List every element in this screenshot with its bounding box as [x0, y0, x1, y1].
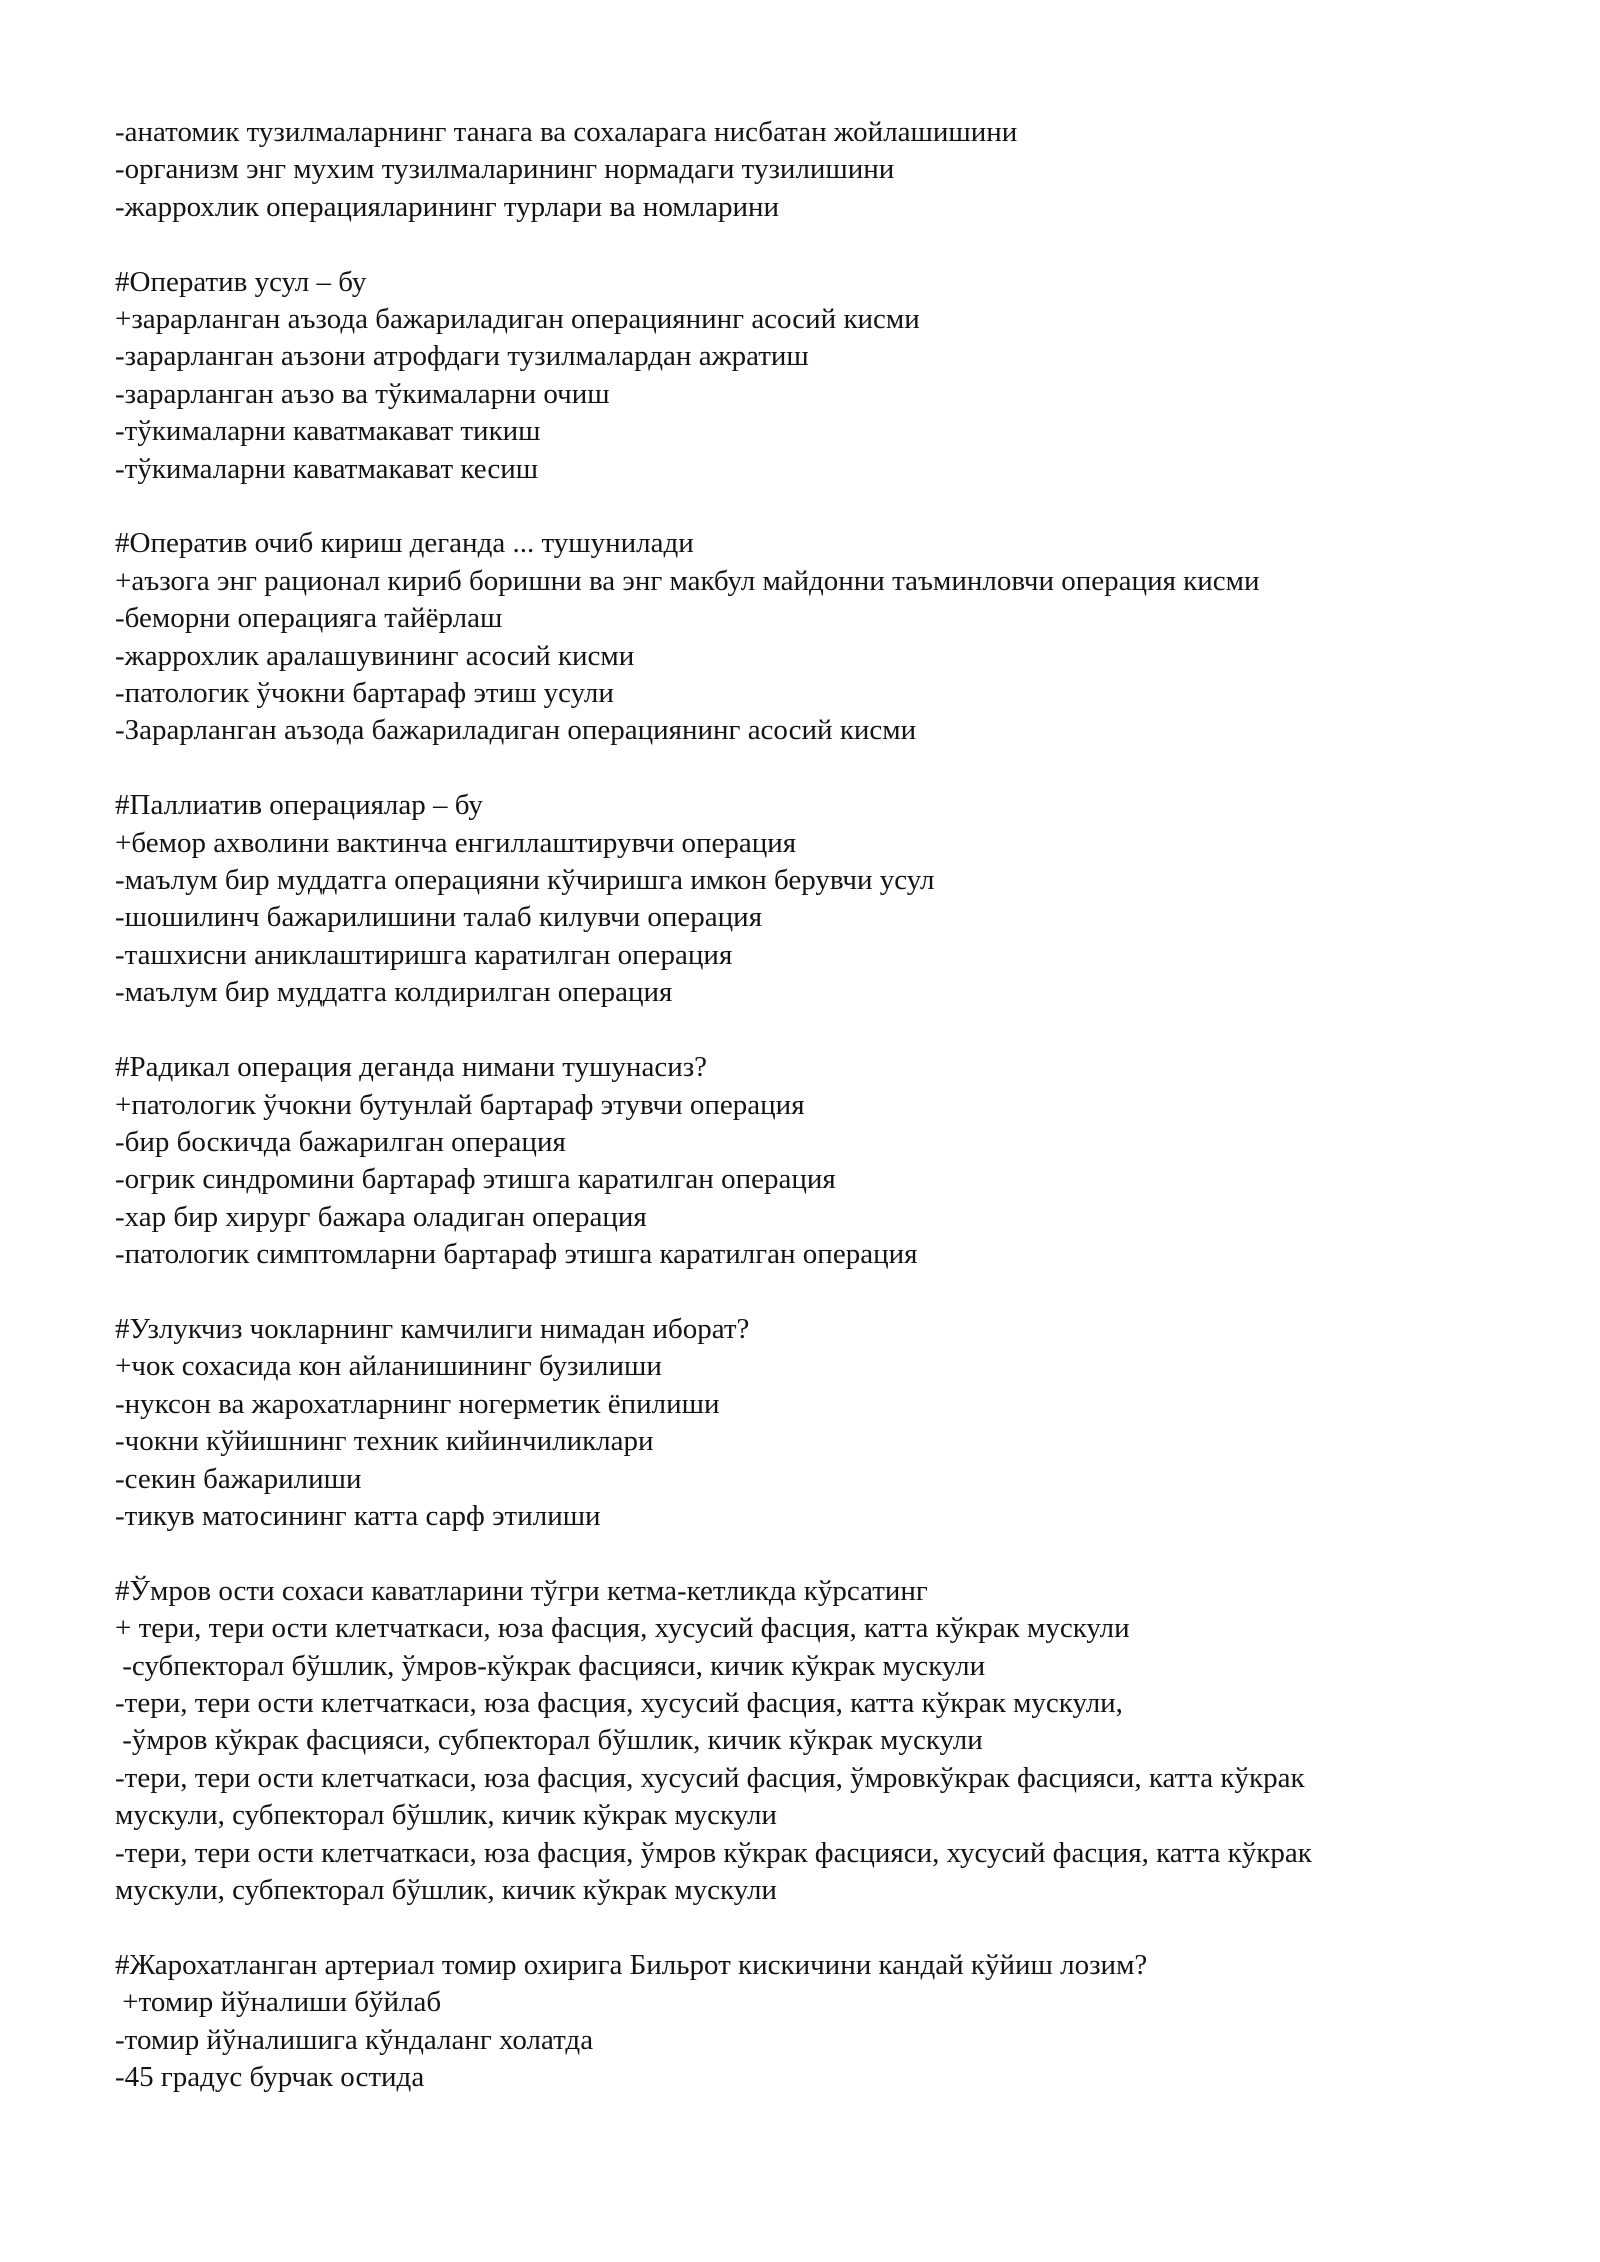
answer-continuation: мускули, субпекторал бўшлик, кичик кўкрак мускули [115, 1874, 777, 1906]
paragraph-gap [115, 1909, 1495, 1946]
question-text: #Оператив усул – бу [115, 265, 367, 298]
answer-option: -маълум бир муддатга колдирилган операция [115, 976, 673, 1009]
question-block [115, 1311, 1495, 1535]
answer-option: -ўмров кўкрак фасцияси, субпекторал бўшлик, кичик кўкрак мускули [115, 1724, 983, 1757]
answer-option: -ташхисни аниклаштиришга каратилган операция [115, 938, 733, 971]
paragraph-gap [115, 226, 1495, 263]
answer-options-continued [115, 114, 1495, 226]
answer-option: -огрик синдромини бартараф этишга каратилган операция [115, 1163, 836, 1196]
answer-option: -организм энг мухим тузилмаларининг нормадаги тузилишини [115, 153, 895, 186]
answer-option: -нуксон ва жарохатларнинг ногерметик ёпилиши [115, 1387, 720, 1420]
correct-answer: +патологик ўчокни бутунлай бартараф этувчи операция [115, 1088, 805, 1121]
answer-option: -тери, тери ости клетчаткаси, юза фасция, хусусий фасция, ўмровкўкрак фасцияси, катта кўкрак [115, 1761, 1305, 1794]
question-text: #Паллиатив операциялар – бу [115, 789, 483, 822]
answer-option: -тери, тери ости клетчаткаси, юза фасция, ўмров кўкрак фасцияси, хусусий фасция, катта кўкрак [115, 1836, 1312, 1869]
answer-option: -томир йўналишига кўндаланг холатда [115, 2023, 594, 2056]
answer-option: -анатомик тузилмаларнинг танага ва сохаларага нисбатан жойлашишини [115, 116, 1018, 148]
answer-option: -тўкималарни каватмакават кесиш [115, 452, 539, 485]
question-block [115, 787, 1495, 1011]
answer-option: -тери, тери ости клетчаткаси, юза фасция, хусусий фасция, катта кўкрак мускули, [115, 1686, 1123, 1719]
answer-option: -зарарланган аъзони атрофдаги тузилмалардан ажратиш [115, 340, 809, 373]
question-block [115, 525, 1495, 749]
answer-option: -жаррохлик операцияларининг турлари ва номларини [115, 190, 780, 223]
answer-option: -45 градус бурчак остида [115, 2061, 425, 2094]
paragraph-gap [115, 1274, 1495, 1311]
paragraph-gap [115, 488, 1495, 525]
question-block [115, 1947, 1495, 2097]
answer-option: -хар бир хирург бажара оладиган операция [115, 1200, 647, 1233]
answer-continuation: мускули, субпекторал бўшлик, кичик кўкрак мускули [115, 1799, 777, 1832]
question-text: #Оператив очиб кириш деганда ... тушунилади [115, 527, 694, 560]
correct-answer: + тери, тери ости клетчаткаси, юза фасция, хусусий фасция, катта кўкрак мускули [115, 1612, 1130, 1645]
answer-option: -тўкималарни каватмакават тикиш [115, 415, 541, 448]
answer-option: -зарарланган аъзо ва тўкималарни очиш [115, 377, 610, 410]
question-text: #Узлукчиз чокларнинг камчилиги нимадан иборат? [115, 1312, 750, 1345]
correct-answer: +томир йўналиши бўйлаб [115, 1986, 442, 2019]
question-text: #Жарохатланган артериал томир охирига Бильрот кискичини кандай кўйиш лозим? [115, 1948, 1148, 1981]
question-block [115, 264, 1495, 488]
answer-option: -жаррохлик аралашувининг асосий кисми [115, 639, 635, 672]
question-block [115, 1573, 1495, 1910]
answer-option: -секин бажарилиши [115, 1462, 362, 1495]
correct-answer: +зарарланган аъзода бажариладиган операциянинг асосий кисми [115, 303, 920, 336]
answer-option: -субпекторал бўшлик, ўмров-кўкрак фасцияси, кичик кўкрак мускули [115, 1649, 986, 1682]
answer-option: -беморни операцияга тайёрлаш [115, 602, 503, 635]
question-text: #Радикал операция деганда нимани тушунасиз? [115, 1051, 708, 1084]
paragraph-gap [115, 1012, 1495, 1049]
answer-option: -бир боскичда бажарилган операция [115, 1125, 566, 1158]
question-text: #Ўмров ости сохаси каватларини тўгри кетма-кетликда кўрсатинг [115, 1574, 928, 1607]
document-page [115, 114, 1495, 2096]
paragraph-gap [115, 1535, 1495, 1572]
answer-option: -патологик симптомларни бартараф этишга каратилган операция [115, 1238, 918, 1271]
paragraph-gap [115, 750, 1495, 787]
correct-answer: +чок сохасида кон айланишининг бузилиши [115, 1350, 662, 1383]
answer-option: -чокни кўйишнинг техник кийинчиликлари [115, 1425, 654, 1458]
answer-option: -Зарарланган аъзода бажариладиган операциянинг асосий кисми [115, 714, 917, 747]
answer-option: -тикув матосининг катта сарф этилиши [115, 1499, 601, 1532]
question-block [115, 1049, 1495, 1273]
answer-option: -патологик ўчокни бартараф этиш усули [115, 677, 614, 710]
answer-option: -маълум бир муддатга операцияни кўчиришга имкон берувчи усул [115, 864, 935, 897]
correct-answer: +аъзога энг рационал кириб боришни ва энг макбул майдонни таъминловчи операция кисми [115, 564, 1260, 597]
correct-answer: +бемор ахволини вактинча енгиллаштирувчи операция [115, 826, 797, 859]
answer-option: -шошилинч бажарилишини талаб килувчи операция [115, 901, 763, 934]
